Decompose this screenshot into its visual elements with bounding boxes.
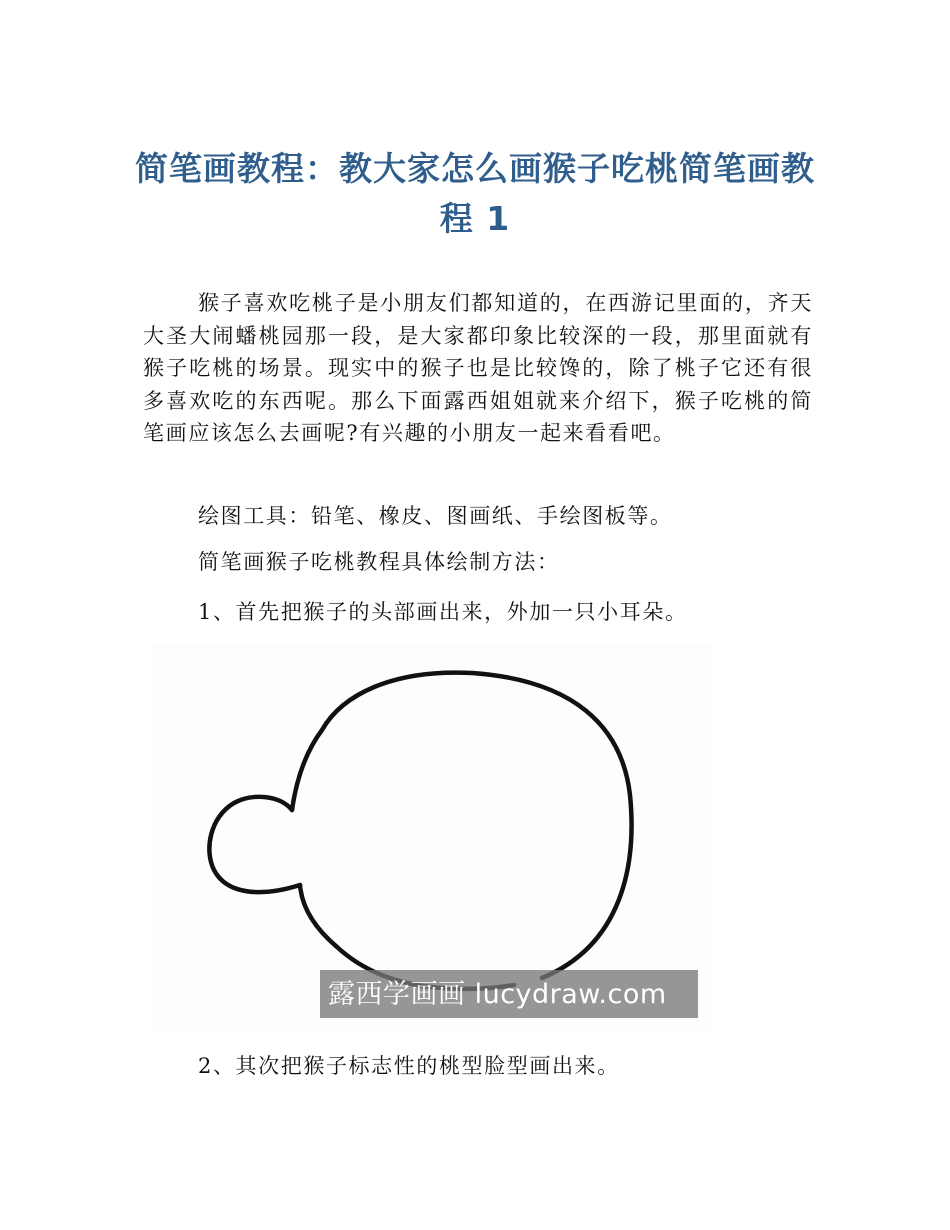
- head-outline: [292, 673, 632, 978]
- step-1-text: 1、首先把猴子的头部画出来，外加一只小耳朵。: [198, 600, 688, 624]
- step-2-text: 2、其次把猴子标志性的桃型脸型画出来。: [198, 1054, 620, 1078]
- method-heading: 简笔画猴子吃桃教程具体绘制方法：: [198, 550, 560, 574]
- intro-paragraph: 猴子喜欢吃桃子是小朋友们都知道的，在西游记里面的，齐天大圣大闹蟠桃园那一段，是大家都印象比较深的一段，那里面就有猴子吃桃的场景。现实中的猴子也是比较馋的，除了桃子它还有很多喜欢吃的东西呢。那么下面露西姐姐就来介绍下，猴子吃桃的简笔画应该怎么去画呢?有兴趣的小朋友一起来看看吧。: [143, 291, 813, 445]
- watermark-text: 露西学画画 lucydraw.com: [328, 979, 667, 1010]
- ear-outline: [209, 797, 300, 892]
- document-title: 简笔画教程：教大家怎么画猴子吃桃简笔画教程 1: [135, 149, 815, 238]
- tools-paragraph: 绘图工具：铅笔、橡皮、图画纸、手绘图板等。: [198, 504, 673, 528]
- monkey-head-illustration: [152, 645, 712, 1032]
